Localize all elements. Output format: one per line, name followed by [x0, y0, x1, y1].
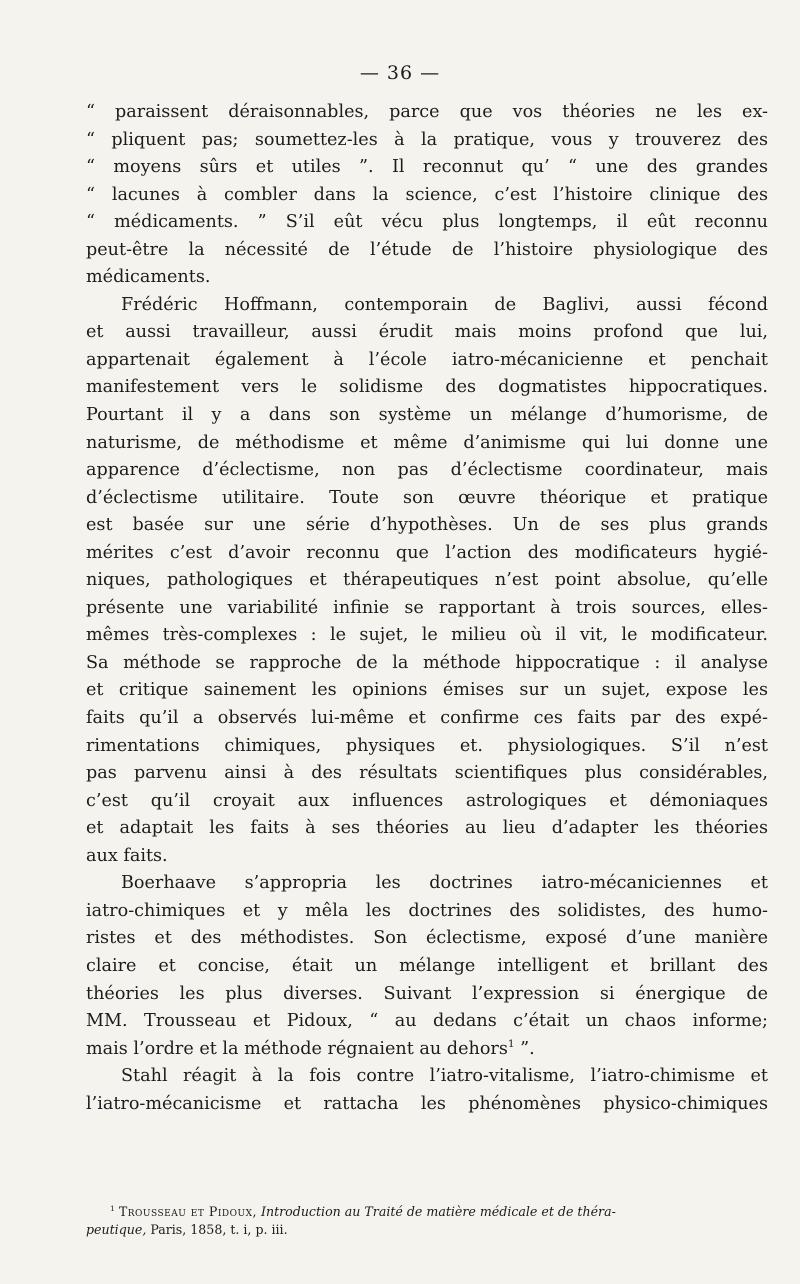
paragraph-start-line: Frédéric Hoffmann, contemporain de Baglivi, aussi fécond: [121, 294, 768, 315]
text-line: et critique sainement les opinions émises sur un sujet, expose les: [86, 680, 768, 701]
footnote-authors: Trousseau et Pidoux,: [118, 1204, 257, 1219]
paragraph-start-line: Stahl réagit à la fois contre l’iatro-vitalisme, l’iatro-chimisme et: [121, 1066, 768, 1087]
footnote-publication: Paris, 1858, t. i, p. iii.: [146, 1222, 288, 1237]
text-line: faits qu’il a observés lui-même et confirme ces faits par des expé-: [86, 708, 768, 729]
page-number: — 36 —: [359, 62, 441, 84]
text-line: mêmes très-complexes : le sujet, le milieu où il vit, le modificateur.: [86, 625, 768, 646]
footnote-number: 1: [110, 1203, 115, 1213]
text-line: MM. Trousseau et Pidoux, “ au dedans c’était un chaos informe;: [86, 1011, 768, 1032]
text-line: Sa méthode se rapproche de la méthode hippocratique : il analyse: [86, 652, 768, 673]
text-line: l’iatro-mécanicisme et rattacha les phénomènes physico-chimiques: [86, 1093, 768, 1114]
text-line: iatro-chimiques et y mêla les doctrines des solidistes, des humo-: [86, 900, 768, 921]
footnote-title: Introduction au Traité de matière médicale et de théra-: [261, 1204, 616, 1219]
text-line: naturisme, de méthodisme et même d’animisme qui lui donne une: [86, 432, 768, 453]
text-line: appartenait également à l’école iatro-mécanicienne et penchait: [86, 349, 768, 370]
text-line: théories les plus diverses. Suivant l’expression si énergique de: [86, 983, 768, 1004]
footnote-line: [86, 1203, 768, 1221]
text-fragment: mais l’ordre et la méthode régnaient au dehors: [86, 1038, 508, 1059]
body-text: [86, 99, 768, 1118]
text-line: pas parvenu ainsi à des résultats scientifiques plus considérables,: [86, 763, 768, 784]
text-line: médicaments.: [86, 267, 211, 288]
text-line: ristes et des méthodistes. Son éclectisme, exposé d’une manière: [86, 928, 768, 949]
text-line: manifestement vers le solidisme des dogmatistes hippocratiques.: [86, 377, 768, 398]
text-line: niques, pathologiques et thérapeutiques n’est point absolue, qu’elle: [86, 570, 768, 591]
text-line: Pourtant il y a dans son système un mélange d’humorisme, de: [86, 405, 768, 426]
text-line: présente une variabilité infinie se rapportant à trois sources, elles-: [86, 597, 768, 618]
text-line: est basée sur une série d’hypothèses. Un de ses plus grands: [86, 515, 768, 536]
text-line: aux faits.: [86, 845, 168, 866]
closing-quote: ”.: [514, 1038, 535, 1059]
text-line: peut-être la nécessité de l’étude de l’histoire physiologique des: [86, 239, 768, 260]
text-line: “ pliquent pas; soumettez-les à la pratique, vous y trouverez des: [86, 129, 768, 150]
text-line: “ paraissent déraisonnables, parce que vos théories ne les ex-: [86, 102, 768, 122]
paragraph-start-line: Boerhaave s’appropria les doctrines iatro-mécaniciennes et: [121, 873, 768, 894]
footnote: [86, 1203, 768, 1239]
text-line-with-footnote-ref: [86, 1036, 768, 1064]
text-line: “ moyens sûrs et utiles ”. Il reconnut qu’ “ une des grandes: [86, 157, 768, 178]
text-line: c’est qu’il croyait aux influences astrologiques et démoniaques: [86, 790, 768, 811]
text-line: apparence d’éclectisme, non pas d’éclectisme coordinateur, mais: [86, 460, 768, 481]
text-line: claire et concise, était un mélange intelligent et brillant des: [86, 955, 768, 976]
footnote-line: [86, 1221, 768, 1239]
text-line: et adaptait les faits à ses théories au lieu d’adapter les théories: [86, 818, 768, 839]
footnote-reference[interactable]: 1: [507, 1037, 515, 1050]
text-line: mérites c’est d’avoir reconnu que l’action des modificateurs hygié-: [86, 542, 768, 563]
text-line: et aussi travailleur, aussi érudit mais moins profond que lui,: [86, 322, 768, 343]
text-line: “ médicaments. ” S’il eût vécu plus longtemps, il eût reconnu: [86, 212, 768, 233]
text-line: d’éclectisme utilitaire. Toute son œuvre théorique et pratique: [86, 487, 768, 508]
text-line: “ lacunes à combler dans la science, c’est l’histoire clinique des: [86, 184, 768, 205]
footnote-title-continued: peutique,: [86, 1222, 147, 1237]
text-line: rimentations chimiques, physiques et. physiologiques. S’il n’est: [86, 735, 768, 756]
